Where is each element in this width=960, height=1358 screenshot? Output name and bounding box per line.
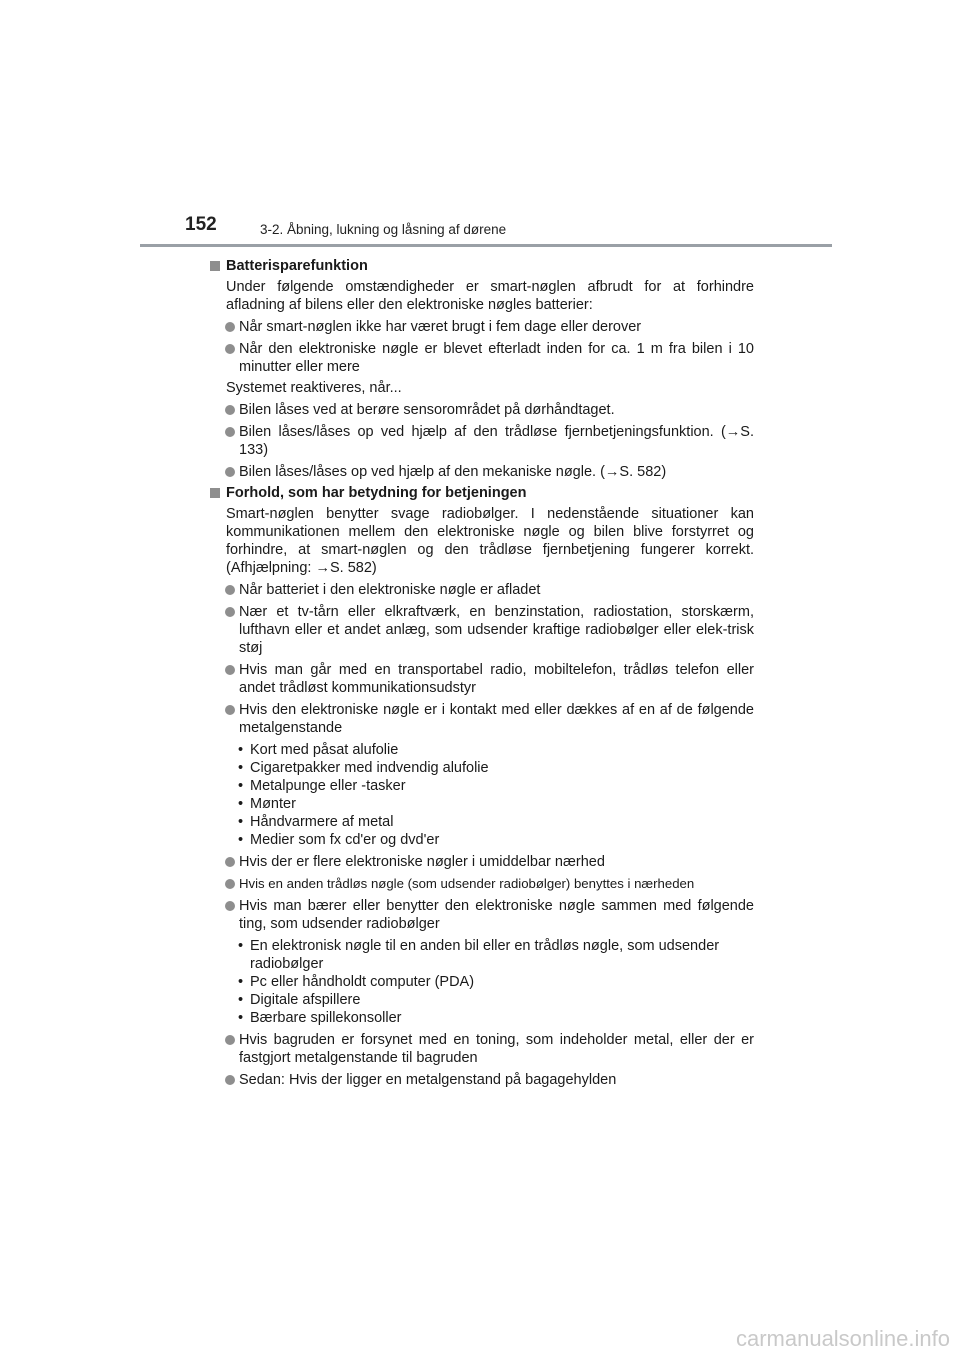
bullet-icon [225,1035,235,1045]
sub-list-item: • Metalpunge eller -tasker [238,778,406,794]
sub-list-item: • Bærbare spillekonsoller [238,1010,402,1026]
sub-list-item: • Kort med påsat alufolie [238,742,399,758]
bullet-icon [225,901,235,911]
square-bullet-icon [210,261,220,271]
list-item: Når den elektroniske nøgle er blevet efterladt inden for ca. 1 m fra bilen i 10 minutter eller mere [210,340,754,376]
square-bullet-icon [210,488,220,498]
bullet-icon [225,1075,235,1085]
bullet-icon [225,665,235,675]
bullet-icon [225,344,235,354]
heading-battery-saving: Batterisparefunktion [210,257,754,275]
list-item: Nær et tv-tårn eller elkraftværk, en benzinstation, radiostation, storskærm, lufthavn eller et andet anlæg, som udsender kraftige radiobølger eller elek-trisk støj [210,603,754,657]
sub-list-item: • Cigaretpakker med indvendig alufolie [238,760,489,776]
list-item: Når smart-nøglen ikke har været brugt i fem dage eller derover [210,318,754,336]
bullet-icon [225,322,235,332]
list-item: Hvis den elektroniske nøgle er i kontakt med eller dækkes af en af de følgende metalgenstande [210,701,754,737]
list-item: Bilen låses ved at berøre sensorområdet på dørhåndtaget. [210,401,754,419]
page-number: 152 [185,214,217,235]
battery-saving-intro: Under følgende omstændigheder er smart-nøglen afbrudt for at forhindre afladning af bilens eller den elektroniske nøgles batterier: [226,279,754,313]
sub-list-item: • Håndvarmere af metal [238,814,394,830]
bullet-icon [225,467,235,477]
list-item: Sedan: Hvis der ligger en metalgenstand på bagagehylden [210,1071,754,1089]
list-item: Hvis bagruden er forsynet med en toning, som indeholder metal, eller der er fastgjort metalgenstande til bagruden [210,1031,754,1067]
heading-operating-conditions: Forhold, som har betydning for betjeningen [210,484,754,502]
page-content [210,254,754,1089]
section-title: 3-2. Åbning, lukning og låsning af dørene [260,222,507,237]
list-item: Hvis man bærer eller benytter den elektroniske nøgle sammen med følgende ting, som udsender radiobølger [210,897,754,933]
list-item: Hvis der er flere elektroniske nøgler i umiddelbar nærhed [210,853,754,871]
list-item: Bilen låses/låses op ved hjælp af den mekaniske nøgle. (→S. 582) [210,463,754,481]
bullet-icon [225,607,235,617]
list-item: Hvis en anden trådløs nøgle (som udsender radiobølger) benyttes i nærheden [210,875,754,893]
list-item: Når batteriet i den elektroniske nøgle er afladet [210,581,754,599]
bullet-icon [225,585,235,595]
list-item: Bilen låses/låses op ved hjælp af den trådløse fjernbetjeningsfunktion. (→S. 133) [210,423,754,459]
watermark: carmanualsonline.info [735,1326,950,1351]
header-divider [140,244,832,247]
reactivate-text: Systemet reaktiveres, når... [226,380,402,396]
bullet-icon [225,857,235,867]
bullet-icon [225,405,235,415]
list-item: Hvis man går med en transportabel radio, mobiltelefon, trådløs telefon eller andet trådløst kommunikationsudstyr [210,661,754,697]
bullet-icon [225,879,235,889]
bullet-icon [225,705,235,715]
sub-list-item: • En elektronisk nøgle til en anden bil eller en trådløs nøgle, som udsender radiobølger [238,938,720,972]
sub-list-item: • Mønter [238,796,296,812]
sub-list-item: • Digitale afspillere [238,992,361,1008]
bullet-icon [225,427,235,437]
sub-list-item: • Pc eller håndholdt computer (PDA) [238,974,475,990]
operating-conditions-intro: Smart-nøglen benytter svage radiobølger. I nedenstående situationer kan kommunikationen mellem den elektroniske nøgle og bilen blive forstyrret og forhindre, at smart-nøglen og den trådløse fjernbetjening fungerer korrekt. (Afhjælpning: →S. 582) [226,506,754,576]
sub-list-item: • Medier som fx cd'er og dvd'er [238,832,440,848]
